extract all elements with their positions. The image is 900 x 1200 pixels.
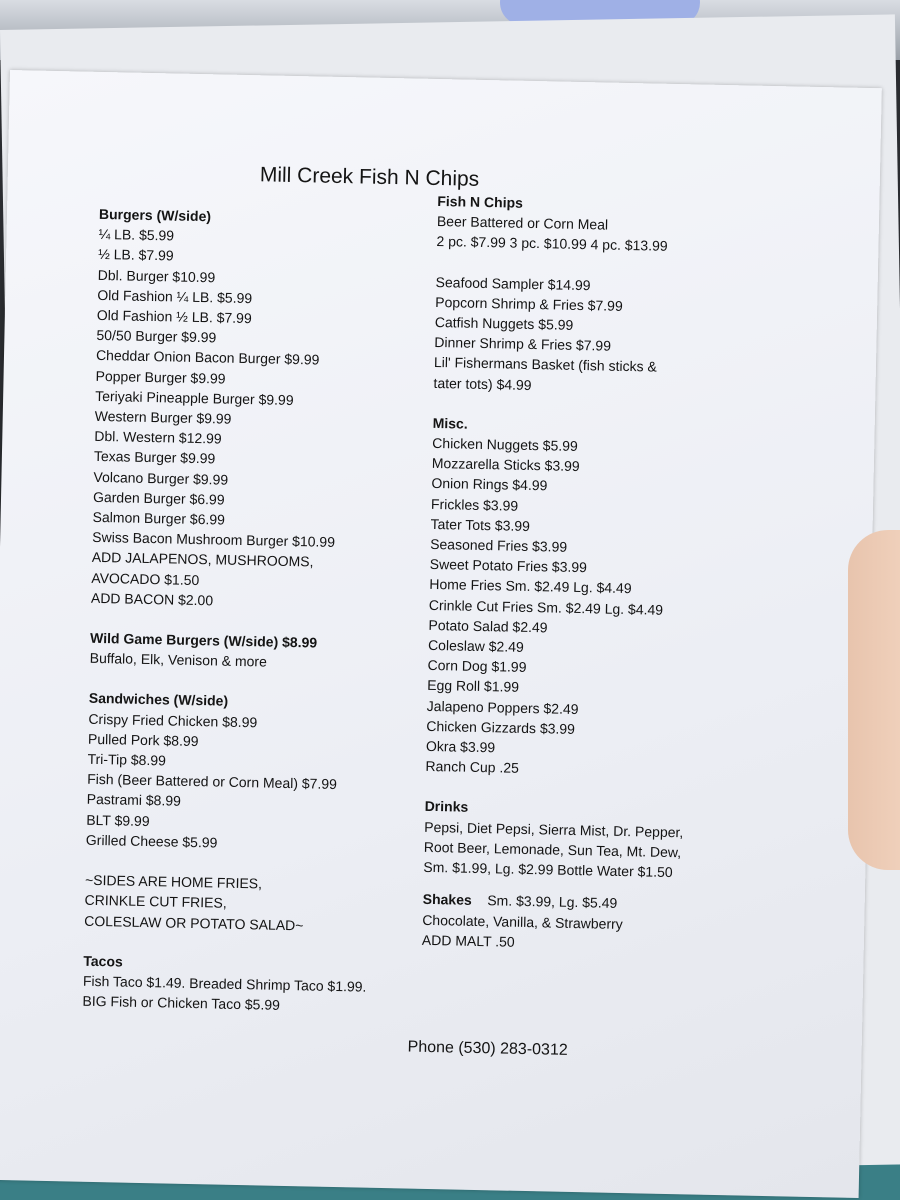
menu-item: Western Burger $9.99 — [94, 407, 232, 427]
menu-item: BIG Fish or Chicken Taco $5.99 — [82, 992, 281, 1013]
misc-heading: Misc. — [432, 414, 468, 432]
menu-item: Grilled Cheese $5.99 — [85, 831, 218, 851]
menu-item: BLT $9.99 — [86, 811, 150, 829]
drinks-list — [423, 817, 744, 884]
menu-item: Fish Taco $1.49. Breaded Shrimp Taco $1.99. — [82, 972, 367, 995]
menu-item: Okra $3.99 — [425, 737, 496, 756]
menu-item: Coleslaw $2.49 — [427, 636, 524, 655]
menu-item: Catfish Nuggets $5.99 — [434, 313, 574, 333]
menu-item: Swiss Bacon Mushroom Burger $10.99 — [92, 529, 336, 551]
menu-item: 50/50 Burger $9.99 — [96, 327, 217, 346]
menu-item: Crispy Fried Chicken $8.99 — [88, 710, 258, 730]
menu-item: Fish (Beer Battered or Corn Meal) $7.99 — [87, 771, 338, 793]
fish-n-chips-heading: Fish N Chips — [437, 192, 524, 211]
menu-item: Texas Burger $9.99 — [93, 448, 216, 467]
menu-item: ¼ LB. $5.99 — [98, 226, 175, 244]
menu-item: Lil' Fishermans Basket (fish sticks & — [433, 354, 657, 376]
shakes-price: Sm. $3.99, Lg. $5.49 — [487, 892, 618, 912]
menu-item: Teriyaki Pineapple Burger $9.99 — [95, 387, 294, 408]
seafood-list — [433, 272, 755, 400]
shakes-heading: Shakes — [422, 891, 472, 909]
menu-item: Crinkle Cut Fries Sm. $2.49 Lg. $4.49 — [428, 596, 664, 618]
sides-note — [84, 870, 405, 937]
menu-item: Buffalo, Elk, Venison & more — [89, 650, 268, 670]
menu-item: Garden Burger $6.99 — [92, 488, 225, 508]
menu-item: Jalapeno Poppers $2.49 — [426, 697, 579, 717]
menu-sheet — [0, 70, 882, 1198]
menu-item: Home Fries Sm. $2.49 Lg. $4.49 — [429, 576, 632, 597]
burgers-heading: Burgers (W/side) — [98, 205, 212, 225]
menu-item: Onion Rings $4.99 — [431, 475, 548, 494]
menu-item: ~SIDES ARE HOME FRIES, — [84, 871, 263, 892]
menu-item: Chicken Gizzards $3.99 — [426, 717, 576, 737]
menu-item: CRINKLE CUT FRIES, — [84, 892, 227, 912]
menu-item: ADD JALAPENOS, MUSHROOMS, — [91, 549, 314, 570]
menu-item: Seasoned Fries $3.99 — [429, 535, 568, 555]
menu-item: Ranch Cup .25 — [425, 758, 520, 777]
fish-n-chips-list — [436, 211, 757, 258]
menu-item: Egg Roll $1.99 — [427, 677, 520, 696]
drinks-heading: Drinks — [424, 798, 469, 816]
tacos-heading: Tacos — [83, 952, 123, 970]
menu-item: Popcorn Shrimp & Fries $7.99 — [435, 293, 623, 314]
menu-item: ADD BACON $2.00 — [90, 589, 214, 609]
menu-item: Popper Burger $9.99 — [95, 367, 226, 387]
menu-item: Beer Battered or Corn Meal — [436, 213, 609, 233]
menu-item: Pastrami $8.99 — [86, 791, 182, 810]
right-column — [422, 191, 758, 956]
burgers-list — [91, 224, 419, 614]
shakes-list — [422, 909, 743, 956]
sandwiches-heading: Sandwiches (W/side) — [88, 690, 229, 710]
left-column — [82, 204, 419, 1018]
menu-item: Old Fashion ½ LB. $7.99 — [96, 306, 252, 327]
menu-item: Chocolate, Vanilla, & Strawberry — [422, 911, 623, 932]
sandwiches-list — [86, 708, 409, 856]
menu-item: AVOCADO $1.50 — [91, 569, 200, 588]
menu-item: Salmon Burger $6.99 — [92, 508, 226, 528]
menu-item: Sweet Potato Fries $3.99 — [429, 556, 588, 576]
menu-item: Dbl. Western $12.99 — [94, 428, 222, 447]
hand — [848, 530, 900, 870]
menu-item: Tater Tots $3.99 — [430, 515, 531, 534]
menu-item: Potato Salad $2.49 — [428, 616, 548, 636]
menu-item: Chicken Nuggets $5.99 — [432, 434, 578, 455]
menu-item: Dinner Shrimp & Fries $7.99 — [434, 334, 612, 354]
menu-item: Volcano Burger $9.99 — [93, 468, 229, 488]
menu-item: Root Beer, Lemonade, Sun Tea, Mt. Dew, — [423, 838, 682, 861]
menu-item: Tri-Tip $8.99 — [87, 750, 167, 769]
menu-item: COLESLAW OR POTATO SALAD~ — [84, 912, 304, 933]
menu-item: Pulled Pork $8.99 — [87, 730, 199, 749]
tacos-list — [82, 971, 403, 1018]
misc-list — [425, 433, 752, 783]
wild-game-heading: Wild Game Burgers (W/side) $8.99 — [89, 629, 318, 651]
menu-title: Mill Creek Fish N Chips — [259, 163, 480, 191]
menu-item: Pepsi, Diet Pepsi, Sierra Mist, Dr. Pepper, — [424, 818, 684, 840]
menu-item: Seafood Sampler $14.99 — [435, 273, 591, 293]
menu-item: Cheddar Onion Bacon Burger $9.99 — [95, 347, 320, 368]
menu-item: Mozzarella Sticks $3.99 — [431, 455, 580, 475]
phone-number: Phone (530) 283-0312 — [407, 1038, 568, 1059]
menu-item: Sm. $1.99, Lg. $2.99 Bottle Water $1.50 — [423, 858, 673, 881]
menu-item: Frickles $3.99 — [430, 495, 519, 514]
menu-item: ½ LB. $7.99 — [97, 246, 174, 264]
menu-item: Dbl. Burger $10.99 — [97, 266, 216, 285]
menu-item: Old Fashion ¼ LB. $5.99 — [97, 286, 253, 306]
menu-item: Corn Dog $1.99 — [427, 657, 527, 676]
menu-item: tater tots) $4.99 — [433, 374, 532, 393]
menu-item: 2 pc. $7.99 3 pc. $10.99 4 pc. $13.99 — [436, 233, 668, 255]
menu-item: ADD MALT .50 — [421, 931, 515, 950]
